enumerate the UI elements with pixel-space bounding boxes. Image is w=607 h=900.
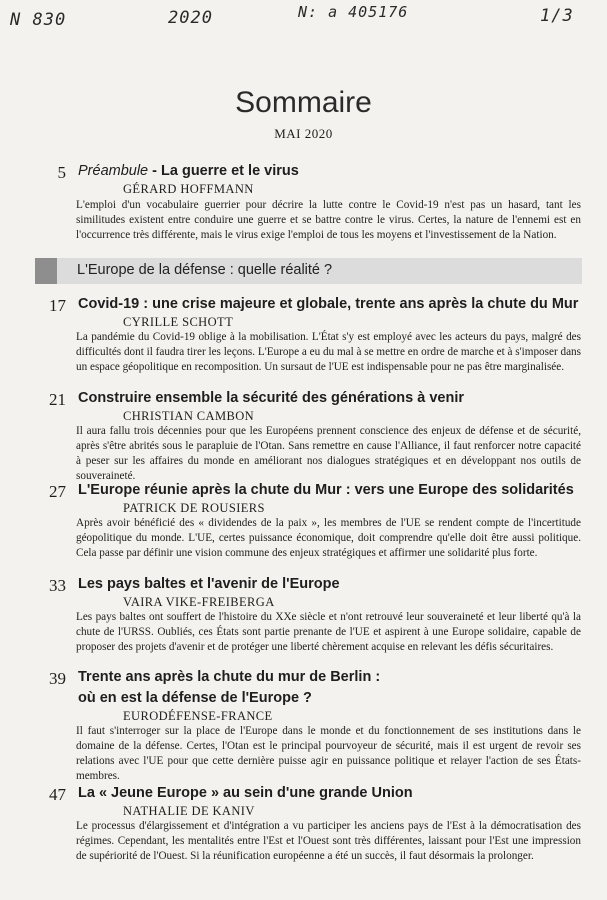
entry-abstract: Le processus d'élargissement et d'intégration a vu participer les anciens pays de l'Est à la démocratisation des régimes. Cependant, les mentalités entre l'Est et l'Ouest sont très différentes, laissant pour l'Est une impression de supériorité de l'Ouest. Si la réunification européenne a été un succès, il faut désormais la prolonger. xyxy=(76,820,581,862)
entry-title[interactable]: Les pays baltes et l'avenir de l'Europe xyxy=(78,576,340,592)
entry-abstract: Les pays baltes ont souffert de l'histoire du XXe siècle et n'ont retrouvé leur souveraineté et leur liberté qu'à la chute de l'URSS. Oubliés, ces États sont partie prenante de l'UE et aspirent à une Europe solidaire, capable de proposer des projets d'avenir et de protéger une liberté chèrement acquise en relevant les défis sécuritaires. xyxy=(76,611,581,653)
preamble-label: Préambule xyxy=(78,163,149,179)
page-number: 27 xyxy=(49,482,66,501)
entry-author: CHRISTIAN CAMBON xyxy=(123,409,255,423)
handwritten-page-count: 1/3 xyxy=(540,6,574,26)
entry-title[interactable]: Covid-19 : une crise majeure et globale, trente ans après la chute du Mur xyxy=(78,296,579,312)
entry-title[interactable]: La « Jeune Europe » au sein d'une grande Union xyxy=(78,785,413,801)
entry-author: NATHALIE DE KANIV xyxy=(123,804,255,818)
handwritten-year: 2020 xyxy=(168,8,213,28)
page-number: 47 xyxy=(49,785,66,804)
page-number: 33 xyxy=(49,576,66,595)
section-title: L'Europe de la défense : quelle réalité ? xyxy=(77,262,333,278)
entry-title[interactable]: L'Europe réunie après la chute du Mur : vers une Europe des solidarités xyxy=(78,482,574,498)
entry-title[interactable]: Construire ensemble la sécurité des générations à venir xyxy=(78,390,465,406)
issue-date: MAI 2020 xyxy=(274,126,333,141)
page-number: 39 xyxy=(49,669,66,688)
entry-author: PATRICK DE ROUSIERS xyxy=(123,501,265,515)
entry-title-line-2[interactable]: où en est la défense de l'Europe ? xyxy=(78,690,312,706)
entry-author: EURODÉFENSE-FRANCE xyxy=(123,709,273,723)
page-title: Sommaire xyxy=(235,86,372,119)
entry-author: VAIRA VIKE-FREIBERGA xyxy=(123,595,275,609)
entry-abstract: Il faut s'interroger sur la place de l'Europe dans le monde et du fonctionnement de ses institutions dans le domaine de la défense. Certes, l'Otan est le principal pourvoyeur de sécurité, mais il est urgent de revoir ses relations avec l'UE pour que cette dernière puisse agir en puissance politique et relayer l'action de ses États-membres. xyxy=(76,725,581,782)
entry-author: CYRILLE SCHOTT xyxy=(123,315,234,329)
page-number: 17 xyxy=(49,296,66,315)
title-separator: - xyxy=(148,163,162,179)
section-marker xyxy=(35,258,57,284)
section-header xyxy=(35,258,582,284)
preamble-title: La guerre et le virus xyxy=(161,163,299,179)
entry-title-line-1[interactable]: Trente ans après la chute du mur de Berlin : xyxy=(78,669,381,685)
page-number: 5 xyxy=(57,163,66,182)
entry-abstract: La pandémie du Covid-19 oblige à la mobilisation. L'État s'y est employé avec les acteurs du pays, malgré des difficultés dont il faudra tirer les leçons. L'Europe a eu du mal à se mettre en ordre de marche et à s'imposer dans un espace géopolitique en recomposition. Un sursaut de l'UE est indispensable pour ne pas être marginalisée. xyxy=(76,331,581,373)
entry-abstract: Après avoir bénéficié des « dividendes de la paix », les membres de l'UE se rendent compte de l'incertitude géopolitique du monde. L'UE, certes puissance économique, doit comprendre qu'elle doit être aussi politique. Cela passe par définir une vision commune des enjeux stratégiques et affirmer une solidarité plus forte. xyxy=(76,517,581,559)
entry-abstract: L'emploi d'un vocabulaire guerrier pour décrire la lutte contre le Covid-19 n'est pas un hasard, tant les similitudes existent entre conduire une guerre et se battre contre le virus. Certes, la nature de l'ennemi est en l'occurrence très différente, mais le virus exige l'emploi de tous les moyens et l'investissement de la Nation. xyxy=(76,199,581,241)
page-number: 21 xyxy=(49,390,66,409)
entry-abstract: Il aura fallu trois décennies pour que les Européens prennent conscience des enjeux de défense et de sécurité, après s'être abrités sous le parapluie de l'Otan. Sans remettre en cause l'Alliance, il faut renforcer notre capacité à peser sur les affaires du monde en améliorant nos dialogues stratégiques et en développant nos outils de souveraineté. xyxy=(76,425,581,482)
handwritten-code: N: a 405176 xyxy=(298,3,409,21)
entry-author: GÉRARD HOFFMANN xyxy=(123,182,254,196)
entry-title[interactable] xyxy=(78,163,299,179)
handwritten-reference: N 830 xyxy=(10,10,67,30)
